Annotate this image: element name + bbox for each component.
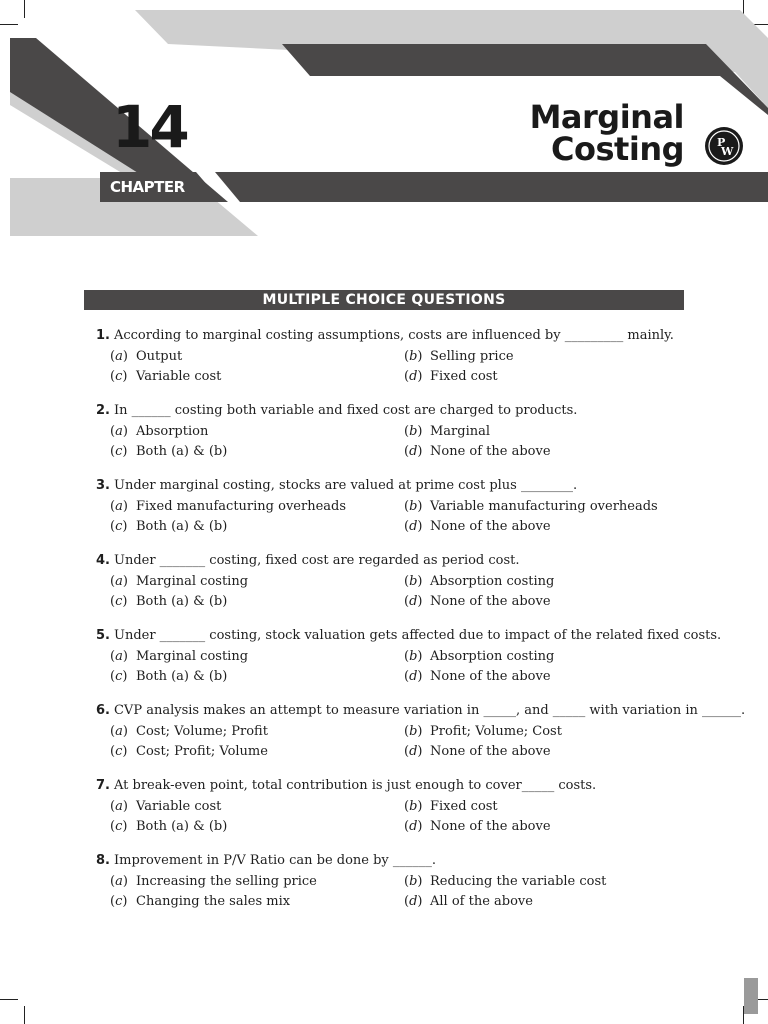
question-number: 2. — [96, 403, 110, 418]
answer-option-b — [404, 497, 658, 517]
option-text: Output — [136, 349, 183, 364]
option-text: Both (a) & (b) — [136, 819, 228, 834]
option-letter: (c) — [110, 369, 128, 384]
question-item — [84, 701, 746, 776]
question-stem: According to marginal costing assumptions, costs are influenced by _________ mainly. — [113, 328, 674, 343]
question-text — [96, 551, 520, 571]
crop-mark — [24, 1006, 25, 1024]
answer-option-a — [110, 872, 317, 892]
option-letter: (b) — [404, 349, 423, 364]
answer-option-c — [110, 742, 268, 762]
question-text — [96, 701, 745, 721]
answer-option-d — [404, 442, 551, 462]
option-text: Absorption costing — [430, 574, 555, 589]
question-list — [84, 326, 746, 926]
question-item — [84, 626, 722, 701]
question-number: 3. — [96, 478, 110, 493]
option-letter: (c) — [110, 819, 128, 834]
answer-option-b — [404, 872, 606, 892]
option-letter: (d) — [404, 744, 423, 759]
option-text: None of the above — [430, 444, 551, 459]
option-letter: (c) — [110, 594, 128, 609]
answer-option-c — [110, 592, 227, 612]
option-letter: (a) — [110, 349, 128, 364]
question-number: 5. — [96, 628, 110, 643]
option-letter: (b) — [404, 874, 423, 889]
answer-option-c — [110, 442, 227, 462]
option-text: Marginal — [430, 424, 491, 439]
option-letter: (c) — [110, 444, 128, 459]
option-text: Both (a) & (b) — [136, 444, 228, 459]
option-text: Increasing the selling price — [136, 874, 317, 889]
answer-option-b — [404, 347, 514, 367]
question-item — [84, 776, 694, 851]
option-text: Changing the sales mix — [136, 894, 291, 909]
option-text: Reducing the variable cost — [430, 874, 607, 889]
answer-option-c — [110, 367, 221, 387]
option-letter: (a) — [110, 799, 128, 814]
answer-option-c — [110, 517, 227, 537]
question-item — [84, 851, 694, 926]
question-number: 6. — [96, 703, 110, 718]
answer-option-a — [110, 797, 221, 817]
answer-option-a — [110, 722, 268, 742]
answer-option-b — [404, 422, 490, 442]
answer-option-d — [404, 742, 551, 762]
answer-option-c — [110, 892, 290, 912]
option-letter: (d) — [404, 819, 423, 834]
answer-option-b — [404, 722, 562, 742]
option-letter: (a) — [110, 499, 128, 514]
answer-option-a — [110, 647, 248, 667]
question-stem: Under _______ costing, stock valuation gets affected due to impact of the related fixed costs. — [113, 628, 722, 643]
question-item — [84, 476, 694, 551]
question-stem: Under marginal costing, stocks are valued at prime cost plus ________. — [113, 478, 578, 493]
section-heading: MULTIPLE CHOICE QUESTIONS — [84, 290, 684, 310]
option-letter: (a) — [110, 574, 128, 589]
option-letter: (c) — [110, 519, 128, 534]
answer-option-b — [404, 797, 498, 817]
option-text: Fixed cost — [430, 799, 498, 814]
option-letter: (b) — [404, 424, 423, 439]
answer-option-d — [404, 817, 551, 837]
option-letter: (a) — [110, 649, 128, 664]
question-text — [96, 476, 577, 496]
pw-logo — [705, 127, 743, 165]
option-text: Marginal costing — [136, 574, 249, 589]
answer-option-c — [110, 667, 227, 687]
answer-option-b — [404, 572, 554, 592]
option-text: Fixed manufacturing overheads — [136, 499, 347, 514]
question-text — [96, 326, 674, 346]
option-text: All of the above — [430, 894, 533, 909]
question-text — [96, 851, 436, 871]
option-letter: (b) — [404, 574, 423, 589]
option-letter: (a) — [110, 874, 128, 889]
question-number: 8. — [96, 853, 110, 868]
option-letter: (d) — [404, 519, 423, 534]
option-letter: (d) — [404, 444, 423, 459]
answer-option-a — [110, 572, 248, 592]
answer-option-a — [110, 422, 208, 442]
option-text: None of the above — [430, 744, 551, 759]
option-text: None of the above — [430, 669, 551, 684]
option-letter: (d) — [404, 369, 423, 384]
option-text: Absorption — [136, 424, 209, 439]
option-letter: (c) — [110, 669, 128, 684]
crop-mark — [0, 999, 18, 1000]
option-letter: (a) — [110, 424, 128, 439]
option-text: None of the above — [430, 519, 551, 534]
option-text: Marginal costing — [136, 649, 249, 664]
answer-option-d — [404, 892, 533, 912]
answer-option-d — [404, 517, 551, 537]
chapter-label: CHAPTER — [110, 178, 185, 196]
svg-text:P: P — [717, 136, 726, 149]
option-letter: (d) — [404, 669, 423, 684]
question-item — [84, 326, 694, 401]
question-item — [84, 551, 694, 626]
question-stem: In ______ costing both variable and fixed cost are charged to products. — [113, 403, 578, 418]
option-letter: (c) — [110, 744, 128, 759]
answer-option-d — [404, 592, 551, 612]
option-text: None of the above — [430, 594, 551, 609]
question-item — [84, 401, 694, 476]
option-letter: (b) — [404, 499, 423, 514]
option-letter: (b) — [404, 799, 423, 814]
option-text: None of the above — [430, 819, 551, 834]
chapter-number: 14 — [112, 93, 187, 161]
page-edge-tab — [744, 978, 758, 1014]
option-text: Variable manufacturing overheads — [430, 499, 658, 514]
option-letter: (a) — [110, 724, 128, 739]
question-stem: At break-even point, total contribution is just enough to cover_____ costs. — [113, 778, 597, 793]
option-text: Cost; Volume; Profit — [136, 724, 268, 739]
answer-option-d — [404, 367, 498, 387]
answer-option-c — [110, 817, 227, 837]
option-text: Both (a) & (b) — [136, 519, 228, 534]
option-letter: (d) — [404, 894, 423, 909]
question-number: 7. — [96, 778, 110, 793]
option-letter: (c) — [110, 894, 128, 909]
answer-option-d — [404, 667, 551, 687]
option-text: Absorption costing — [430, 649, 555, 664]
question-text — [96, 401, 577, 421]
svg-text:W: W — [721, 145, 734, 158]
option-text: Both (a) & (b) — [136, 669, 228, 684]
question-number: 1. — [96, 328, 110, 343]
option-text: Profit; Volume; Cost — [430, 724, 562, 739]
option-letter: (d) — [404, 594, 423, 609]
option-letter: (b) — [404, 649, 423, 664]
option-letter: (b) — [404, 724, 423, 739]
option-text: Selling price — [430, 349, 514, 364]
question-stem: Improvement in P/V Ratio can be done by ______. — [113, 853, 437, 868]
option-text: Both (a) & (b) — [136, 594, 228, 609]
chapter-title: Marginal Costing — [529, 98, 684, 168]
option-text: Fixed cost — [430, 369, 498, 384]
option-text: Variable cost — [136, 369, 222, 384]
answer-option-b — [404, 647, 554, 667]
answer-option-a — [110, 347, 182, 367]
option-text: Variable cost — [136, 799, 222, 814]
question-text — [96, 776, 596, 796]
question-stem: Under _______ costing, fixed cost are regarded as period cost. — [113, 553, 520, 568]
question-text — [96, 626, 721, 646]
question-stem: CVP analysis makes an attempt to measure variation in _____, and _____ with variation in ______. — [113, 703, 746, 718]
answer-option-a — [110, 497, 346, 517]
option-text: Cost; Profit; Volume — [136, 744, 268, 759]
question-number: 4. — [96, 553, 110, 568]
